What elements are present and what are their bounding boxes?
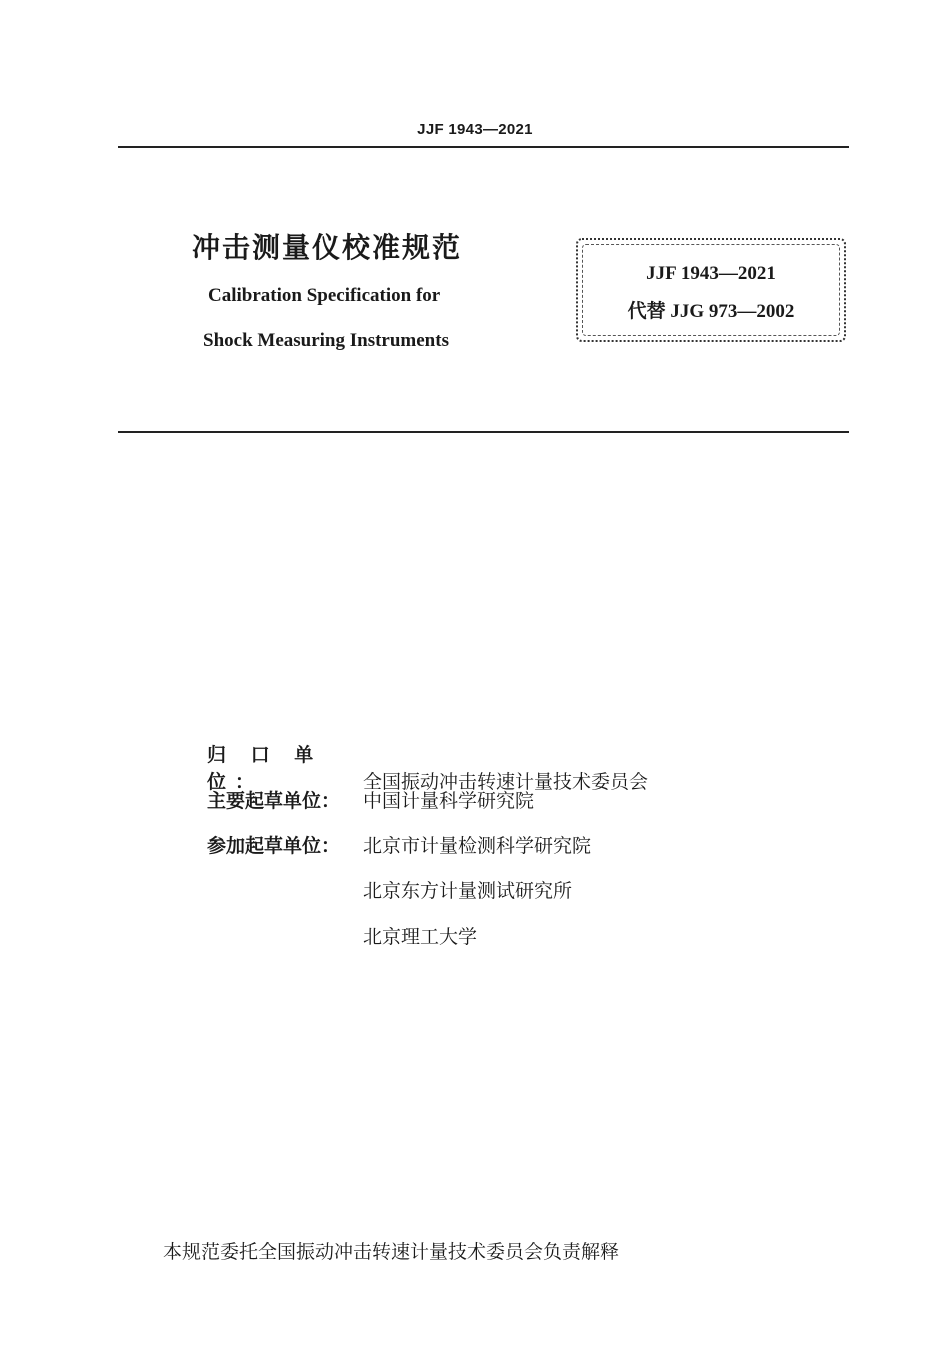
participating-unit-value: 北京东方计量测试研究所	[363, 880, 573, 902]
participating-unit-value: 北京理工大学	[363, 926, 478, 948]
title-chinese: 冲击测量仪校准规范	[192, 231, 463, 264]
header-divider	[118, 146, 849, 148]
main-drafting-unit-label: 主要起草单位：	[207, 790, 341, 812]
title-divider	[118, 431, 849, 433]
responsible-unit-label: 归 口 单 位：	[207, 744, 323, 793]
participating-unit-value: 北京市计量检测科学研究院	[363, 835, 592, 857]
responsible-unit-value: 全国振动冲击转速计量技术委员会	[363, 771, 649, 793]
standard-number: JJF 1943—2021	[646, 263, 776, 284]
title-english-line2: Shock Measuring Instruments	[203, 330, 449, 351]
participating-unit-row	[207, 876, 572, 903]
participating-unit-label: 参加起草单位：	[207, 835, 341, 857]
standard-number-box	[576, 238, 846, 342]
replaced-standard: 代替 JJG 973—2002	[627, 301, 795, 322]
title-english-line1: Calibration Specification for	[208, 285, 441, 306]
participating-unit-row	[207, 831, 591, 858]
header-standard-code: JJF 1943—2021	[417, 121, 533, 138]
main-drafting-unit-row	[207, 786, 534, 813]
main-drafting-unit-value: 中国计量科学研究院	[363, 790, 535, 812]
participating-unit-row	[207, 922, 477, 949]
interpretation-note: 本规范委托全国振动冲击转速计量技术委员会负责解释	[163, 1241, 620, 1263]
